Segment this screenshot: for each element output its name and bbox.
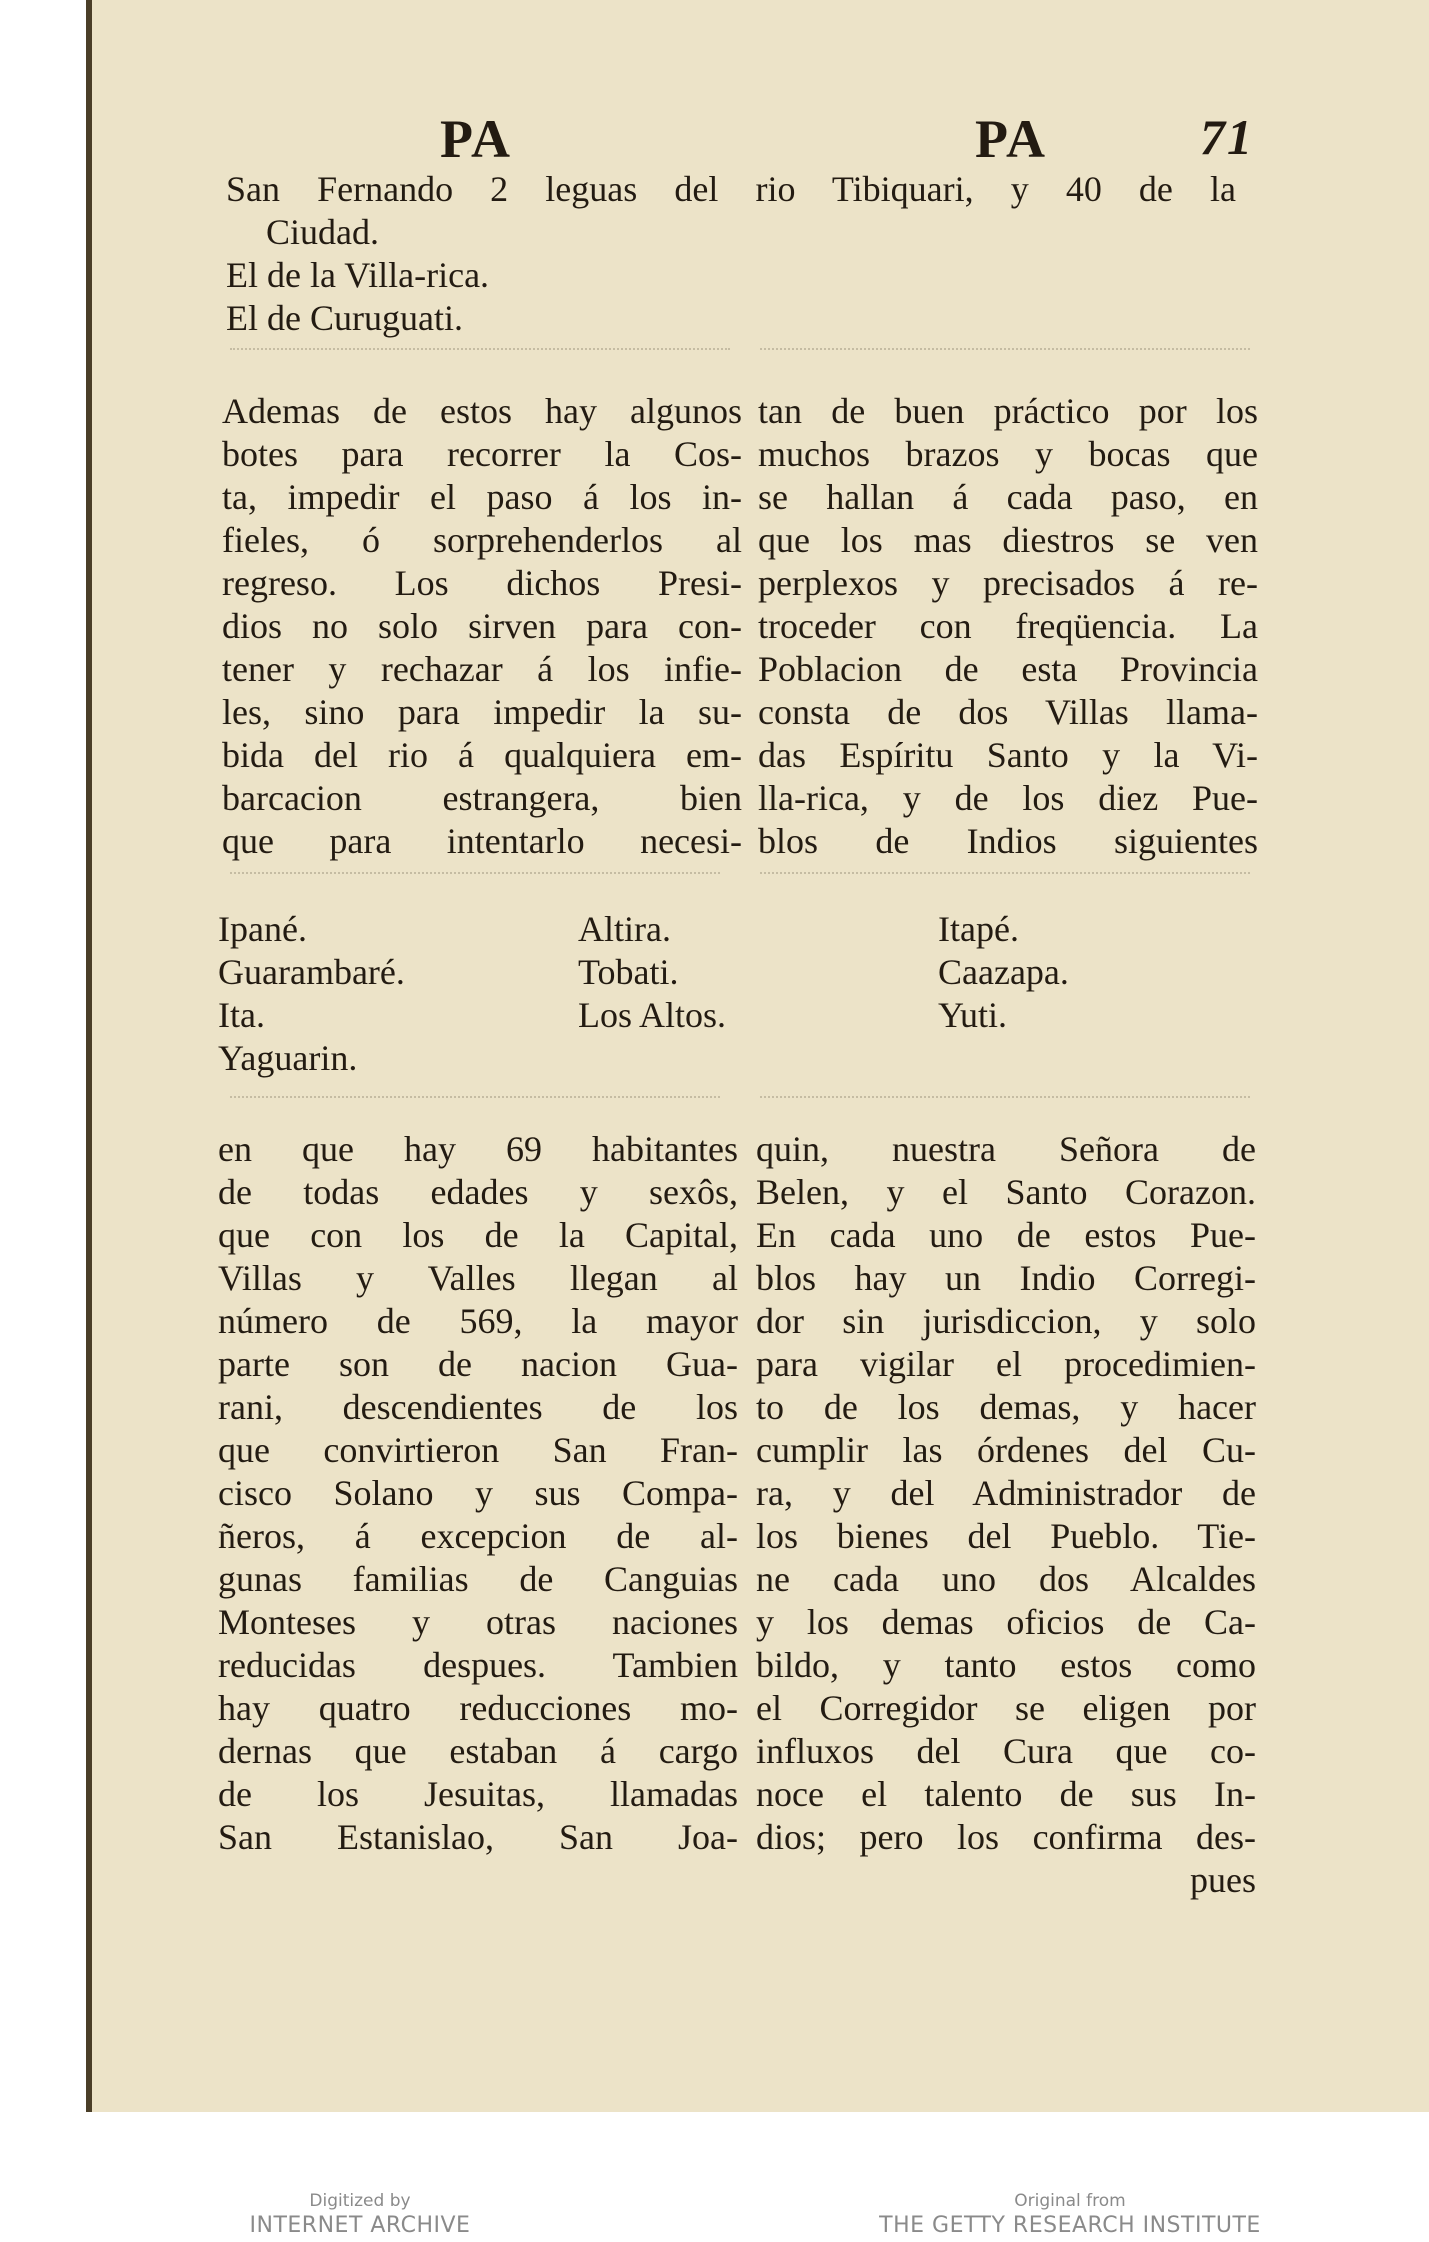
text-line: San Estanislao, San Joa- xyxy=(218,1817,738,1857)
text-line: tener y rechazar á los infie- xyxy=(222,649,742,689)
text-line: se hallan á cada paso, en xyxy=(758,477,1258,517)
text-line: de los Jesuitas, llamadas xyxy=(218,1774,738,1814)
page-number: 71 xyxy=(1200,109,1254,165)
text-line: Monteses y otras naciones xyxy=(218,1602,738,1642)
bleed-through-mark xyxy=(760,348,1250,368)
text-line: cisco Solano y sus Compa- xyxy=(218,1473,738,1513)
text-line: to de los demas, y hacer xyxy=(756,1387,1256,1427)
text-line: quin, nuestra Señora de xyxy=(756,1129,1256,1169)
text-line: el Corregidor se eligen por xyxy=(756,1688,1256,1728)
village-name: Ita. xyxy=(218,995,265,1035)
village-name: Caazapa. xyxy=(938,952,1069,992)
village-name: Los Altos. xyxy=(578,995,727,1035)
text-line: que los mas diestros se ven xyxy=(758,520,1258,560)
text-line: Villas y Valles llegan al xyxy=(218,1258,738,1298)
text-line: los bienes del Pueblo. Tie- xyxy=(756,1516,1256,1556)
text-line: que para intentarlo necesi- xyxy=(222,821,742,861)
presidio-line: San Fernando 2 leguas del rio Tibiquari, y 40 de la xyxy=(226,169,1236,209)
text-line: fieles, ó sorprehenderlos al xyxy=(222,520,742,560)
village-name: Itapé. xyxy=(938,909,1019,949)
text-line: y los demas oficios de Ca- xyxy=(756,1602,1256,1642)
text-line: para vigilar el procedimien- xyxy=(756,1344,1256,1384)
text-line: dernas que estaban á cargo xyxy=(218,1731,738,1771)
village-name: Guarambaré. xyxy=(218,952,405,992)
text-line: Poblacion de esta Provincia xyxy=(758,649,1258,689)
text-line: consta de dos Villas llama- xyxy=(758,692,1258,732)
presidio-line: El de la Villa-rica. xyxy=(226,255,490,295)
left-column-upper xyxy=(222,390,742,863)
text-line: reducidas despues. Tambien xyxy=(218,1645,738,1685)
text-line: lla-rica, y de los diez Pue- xyxy=(758,778,1258,818)
presidio-list xyxy=(226,168,1236,340)
text-line: perplexos y precisados á re- xyxy=(758,563,1258,603)
text-line: botes para recorrer la Cos- xyxy=(222,434,742,474)
generation-stamp xyxy=(0,1016,8,2216)
text-line: hay quatro reducciones mo- xyxy=(218,1688,738,1728)
presidio-line: Ciudad. xyxy=(266,212,379,252)
page-binding-edge xyxy=(86,0,92,2112)
text-line: blos hay un Indio Corregi- xyxy=(756,1258,1256,1298)
bleed-through-mark xyxy=(230,1096,720,1116)
text-line: dios no solo sirven para con- xyxy=(222,606,742,646)
text-line: número de 569, la mayor xyxy=(218,1301,738,1341)
text-line: cumplir las órdenes del Cu- xyxy=(756,1430,1256,1470)
text-line: troceder con freqüencia. La xyxy=(758,606,1258,646)
text-line: bildo, y tanto estos como xyxy=(756,1645,1256,1685)
text-line: barcacion estrangera, bien xyxy=(222,778,742,818)
text-line: en que hay 69 habitantes xyxy=(218,1129,738,1169)
village-name: Altira. xyxy=(578,909,671,949)
running-header-right: PA xyxy=(975,109,1047,169)
text-line: das Espíritu Santo y la Vi- xyxy=(758,735,1258,775)
original-from-label: Original from xyxy=(1014,2191,1126,2211)
text-line: ne cada uno dos Alcaldes xyxy=(756,1559,1256,1599)
village-list xyxy=(218,908,1258,1080)
text-line: ñeros, á excepcion de al- xyxy=(218,1516,738,1556)
village-name: Tobati. xyxy=(578,952,679,992)
text-line: tan de buen práctico por los xyxy=(758,391,1258,431)
village-name: Yuti. xyxy=(938,995,1008,1035)
text-line: noce el talento de sus In- xyxy=(756,1774,1256,1814)
text-line: Belen, y el Santo Corazon. xyxy=(756,1172,1256,1212)
text-line: En cada uno de estos Pue- xyxy=(756,1215,1256,1255)
bleed-through-mark xyxy=(760,1096,1250,1116)
right-column-upper xyxy=(758,390,1258,863)
village-row xyxy=(218,994,1258,1037)
text-line: gunas familias de Canguias xyxy=(218,1559,738,1599)
text-line: dios; pero los confirma des- xyxy=(756,1817,1256,1857)
village-name: Ipané. xyxy=(218,909,307,949)
original-from-credit xyxy=(870,2190,1270,2240)
text-line: Ademas de estos hay algunos xyxy=(222,391,742,431)
text-line: ra, y del Administrador de xyxy=(756,1473,1256,1513)
text-line: parte son de nacion Gua- xyxy=(218,1344,738,1384)
digitized-by-label: Digitized by xyxy=(309,2191,411,2211)
village-row xyxy=(218,1037,1258,1080)
text-line: les, sino para impedir la su- xyxy=(222,692,742,732)
digitized-by-credit xyxy=(210,2190,510,2240)
village-name: Yaguarin. xyxy=(218,1038,358,1078)
village-row xyxy=(218,951,1258,994)
text-line: rani, descendientes de los xyxy=(218,1387,738,1427)
text-line: bida del rio á qualquiera em- xyxy=(222,735,742,775)
left-column-lower xyxy=(218,1128,738,1859)
text-line: regreso. Los dichos Presi- xyxy=(222,563,742,603)
bleed-through-mark xyxy=(230,348,730,368)
catchword: pues xyxy=(1190,1860,1256,1900)
presidio-line: El de Curuguati. xyxy=(226,298,463,338)
text-line: influxos del Cura que co- xyxy=(756,1731,1256,1771)
internet-archive-label: INTERNET ARCHIVE xyxy=(249,2213,471,2238)
text-line: muchos brazos y bocas que xyxy=(758,434,1258,474)
village-row xyxy=(218,908,1258,951)
text-line: que convirtieron San Fran- xyxy=(218,1430,738,1470)
getty-research-institute-label: THE GETTY RESEARCH INSTITUTE xyxy=(879,2213,1261,2238)
text-line: de todas edades y sexôs, xyxy=(218,1172,738,1212)
bleed-through-mark xyxy=(760,872,1250,892)
right-column-lower xyxy=(756,1128,1256,1902)
text-line: blos de Indios siguientes xyxy=(758,821,1258,861)
text-line: que con los de la Capital, xyxy=(218,1215,738,1255)
text-line: dor sin jurisdiccion, y solo xyxy=(756,1301,1256,1341)
running-header-left: PA xyxy=(440,109,512,169)
text-line: ta, impedir el paso á los in- xyxy=(222,477,742,517)
bleed-through-mark xyxy=(230,872,720,892)
